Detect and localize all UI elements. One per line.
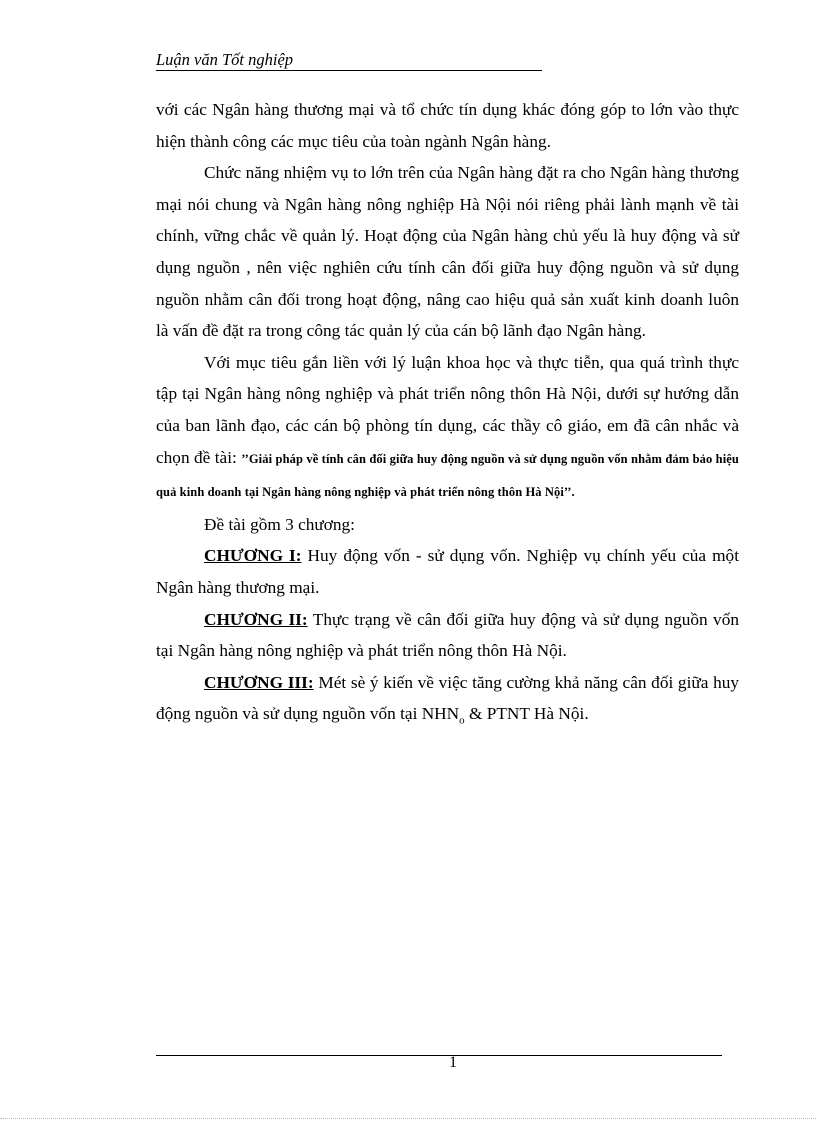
- paragraph-continuation: với các Ngân hàng thương mại và tổ chức tín dụng khác đóng góp to lớn vào thực hiện thành công các mục tiêu của toàn ngành Ngân hàng.: [156, 100, 739, 151]
- chapter-1-entry: [156, 540, 739, 603]
- chapter-2-text: Thực trạng về cân đối giữa huy động và sử dụng nguồn vốn tại Ngân hàng nông nghiệp và phát triển nông thôn Hà Nội.: [156, 609, 739, 661]
- chapter-3-text-end: & PTNT Hà Nội.: [464, 704, 589, 724]
- chapter-2-label: CHƯƠNG II:: [204, 609, 308, 629]
- chapter-3-text: Mét sè ý kiến về việc tăng cường khả năng cân đối giữa huy động nguồn và sử dụng nguồn vốn tại NHN: [156, 672, 740, 724]
- chapter-3-label: CHƯƠNG III:: [204, 672, 314, 692]
- chapter-1-label: CHƯƠNG I:: [204, 546, 302, 566]
- thesis-topic-title: ’’Giải pháp về tính cân đối giữa huy động nguồn và sử dụng nguồn vốn nhằm đảm bảo hiệu quả kinh doanh tại Ngân hàng nông nghiệp và phát triển nông thôn Hà Nội’’.: [156, 451, 739, 500]
- chapter-2-entry: [156, 604, 739, 667]
- chapter-3-entry: [156, 667, 739, 730]
- topic-intro-text: Với mục tiêu gắn liền với lý luận khoa học và thực tiễn, qua quá trình thực tập tại Ngân hàng nông nghiệp và phát triển nông thôn Hà Nội, dưới sự hướng dẫn của ban lãnh đạo, các cán bộ phòng tín dụng, các thầy cô giáo, em đã cân nhắc và chọn đề tài:: [156, 352, 739, 467]
- page-number: 1: [449, 1054, 457, 1071]
- chapter-3-subscript: o: [459, 714, 465, 727]
- chapter-1-text: Huy động vốn - sử dụng vốn. Nghiệp vụ chính yếu của một Ngân hàng thương mại.: [156, 546, 739, 597]
- footer-divider: [156, 1055, 722, 1056]
- paragraph-topic-selection: [156, 347, 739, 509]
- document-body: [156, 94, 739, 730]
- paragraph-chapter-count: Đề tài gồm 3 chương:: [204, 514, 355, 534]
- paragraph-functions: Chức năng nhiệm vụ to lớn trên của Ngân hàng đặt ra cho Ngân hàng thương mại nói chung và Ngân hàng nông nghiệp Hà Nội nói riêng phải lành mạnh về tài chính, vững chắc về quản lý. Hoạt động của Ngân hàng chủ yếu là huy động và sử dụng nguồn , nên việc nghiên cứu tính cân đối giữa huy động nguồn và sử dụng nguồn nhằm cân đối trong hoạt động, nâng cao hiệu quả sản xuất kinh doanh luôn là vấn đề đặt ra trong công tác quản lý của cán bộ lãnh đạo Ngân hàng.: [156, 163, 739, 341]
- page-bottom-border: [0, 1118, 816, 1119]
- running-header: Luận văn Tốt nghiệp: [156, 50, 542, 71]
